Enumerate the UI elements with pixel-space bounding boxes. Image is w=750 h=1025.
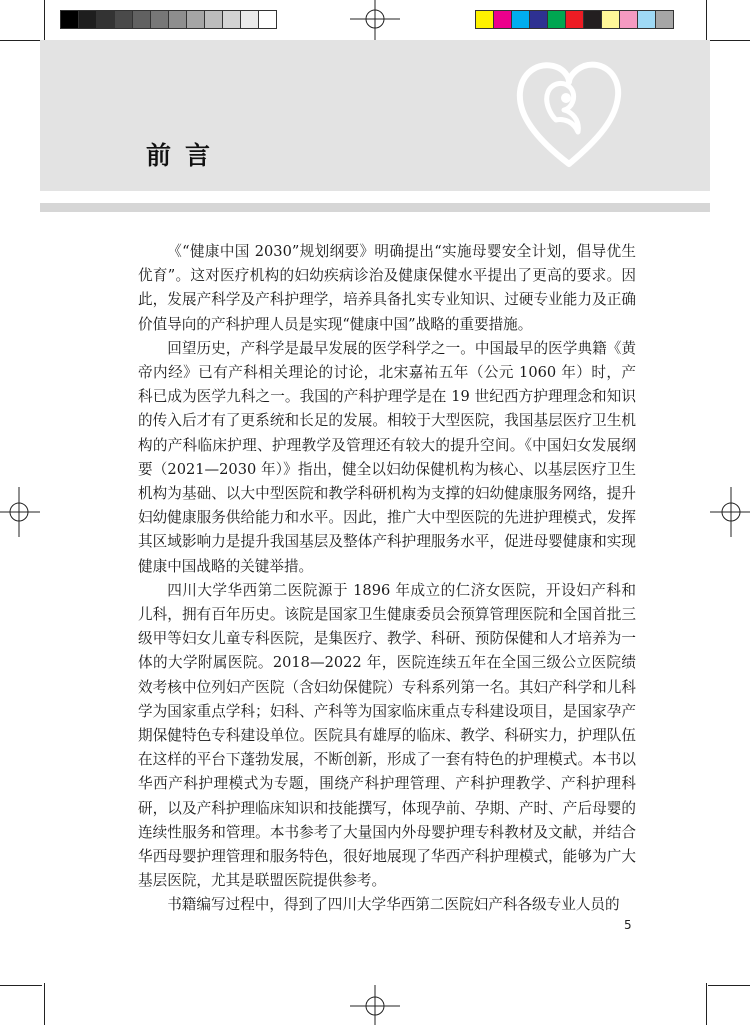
color-calibration-bar: [476, 10, 674, 29]
grayscale-swatch: [78, 10, 97, 29]
color-swatch: [655, 10, 674, 29]
grayscale-swatch: [186, 10, 205, 29]
registration-mark-top: [350, 0, 400, 40]
grayscale-swatch: [222, 10, 241, 29]
crop-mark-bottom-left-v: [44, 983, 45, 1025]
grayscale-swatch: [60, 10, 79, 29]
crop-mark-bottom-right-v: [706, 983, 707, 1025]
color-swatch: [637, 10, 656, 29]
color-swatch: [493, 10, 512, 29]
registration-mark-bottom: [350, 985, 400, 1025]
grayscale-calibration-bar: [61, 10, 277, 29]
crop-mark-top-left-h: [0, 40, 42, 41]
color-swatch: [475, 10, 494, 29]
crop-mark-top-right-h: [708, 40, 750, 41]
grayscale-swatch: [114, 10, 133, 29]
paragraph: 《“健康中国 2030”规划纲要》明确提出“实施母婴安全计划，倡导优生优育”。这对医疗机构的妇幼疾病诊治及健康保健水平提出了更高的要求。因此，发展产科学及产科护理学，培养具备扎实专业知识、过硬专业能力及正确价值导向的产科护理人员是实现“健康中国”战略的重要措施。: [138, 243, 636, 333]
paragraph: 书籍编写过程中，得到了四川大学华西第二医院妇产科各级专业人员的: [167, 896, 620, 914]
color-swatch: [619, 10, 638, 29]
color-swatch: [583, 10, 602, 29]
grayscale-swatch: [258, 10, 277, 29]
paragraph: 回望历史，产科学是最早发展的医学科学之一。中国最早的医学典籍《黄帝内经》已有产科相关理论的讨论，北宋嘉祐五年（公元 1060 年）时，产科已成为医学九科之一。我国的产科护理学是在 19 世纪西方护理理念和知识的传入后才有了更系统和长足的发展。相较于大型医院，我国基层医疗卫生机构的产科临床护理、护理教学及管理还有较大的提升空间。《中国妇女发展纲要（2021—2030 年）》指出，健全以妇幼保健机构为核心、以基层医疗卫生机构为基础、以大中型医院和教学科研机构为支撑的妇幼健康服务网络，提升妇幼健康服务供给能力和水平。因此，推广大中型医院的先进护理模式，发挥其区域影响力是提升我国基层及整体产科护理服务水平，促进母婴健康和实现健康中国战略的关键举措。: [138, 339, 636, 575]
grayscale-swatch: [150, 10, 169, 29]
grayscale-swatch: [240, 10, 259, 29]
page-number: 5: [624, 918, 632, 932]
color-swatch: [565, 10, 584, 29]
grayscale-swatch: [168, 10, 187, 29]
grayscale-swatch: [132, 10, 151, 29]
color-swatch: [547, 10, 566, 29]
color-swatch: [511, 10, 530, 29]
crop-mark-top-right-v: [706, 0, 707, 42]
registration-mark-right: [710, 487, 750, 537]
page-title: 前言: [146, 141, 225, 170]
header-divider: [40, 203, 710, 212]
crop-mark-bottom-left-h: [0, 985, 42, 986]
heart-mother-child-icon: [514, 52, 624, 172]
grayscale-swatch: [204, 10, 223, 29]
crop-mark-bottom-right-h: [708, 985, 750, 986]
color-swatch: [601, 10, 620, 29]
grayscale-swatch: [96, 10, 115, 29]
paragraph: 四川大学华西第二医院源于 1896 年成立的仁济女医院，开设妇产科和儿科，拥有百年历史。该院是国家卫生健康委员会预算管理医院和全国首批三级甲等妇女儿童专科医院，是集医疗、教学、科研、预防保健和人才培养为一体的大学附属医院。2018—2022 年，医院连续五年在全国三级公立医院绩效考核中位列妇产医院（含妇幼保健院）专科系列第一名。其妇产科学和儿科学为国家重点学科；妇科、产科等为国家临床重点专科建设项目，是国家孕产期保健特色专科建设单位。医院具有雄厚的临床、教学、科研实力，护理队伍在这样的平台下蓬勃发展，不断创新，形成了一套有特色的护理模式。本书以华西产科护理模式为专题，围绕产科护理管理、产科护理教学、产科护理科研，以及产科护理临床知识和技能撰写，体现孕前、孕期、产时、产后母婴的连续性服务和管理。本书参考了大量国内外母婴护理专科教材及文献，并结合华西母婴护理管理和服务特色，很好地展现了华西产科护理模式，能够为广大基层医院，尤其是联盟医院提供参考。: [138, 581, 636, 890]
crop-mark-top-left-v: [44, 0, 45, 42]
registration-mark-left: [0, 487, 40, 537]
body-text: [138, 240, 636, 918]
color-swatch: [529, 10, 548, 29]
